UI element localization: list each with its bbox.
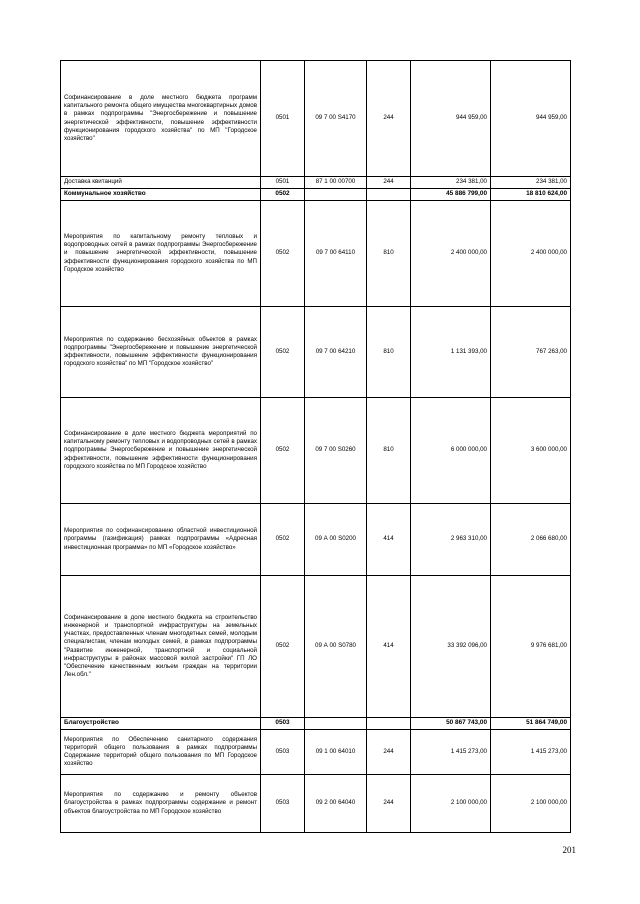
row-amount-1: 6 000 000,00 (411, 398, 491, 504)
row-name: Мероприятия по софинансированию областной инвестиционной программы (газификация) рамках подпрограммы «Адресная инвестиционная программа» по МП «Городское хозяйство» (61, 504, 261, 576)
row-amount-2: 767 263,00 (491, 307, 571, 398)
row-target-code: 09 А 00 S0780 (305, 576, 367, 718)
row-section-code: 0502 (261, 504, 305, 576)
row-amount-1: 33 392 096,00 (411, 576, 491, 718)
table-row (61, 576, 571, 718)
row-amount-1: 1 415 273,00 (411, 730, 491, 775)
row-expense-kind (367, 189, 411, 201)
row-target-code: 09 7 00 S4170 (305, 61, 367, 177)
row-amount-2: 18 810 624,00 (491, 189, 571, 201)
row-amount-1: 50 867 743,00 (411, 718, 491, 730)
row-section-code: 0502 (261, 307, 305, 398)
table-row (61, 177, 571, 189)
row-expense-kind: 810 (367, 307, 411, 398)
table-row (61, 307, 571, 398)
row-expense-kind: 810 (367, 201, 411, 307)
row-name: Мероприятия по содержанию и ремонту объектов благоустройства в рамках подпрограммы содержание и ремонт объектов благоустройства по МП Городское хозяйство (61, 775, 261, 833)
row-name: Софинансирование в доле местного бюджета мероприятий по капитальному ремонту тепловых и водопроводных сетей в рамках подпрограммы Энергосбережение и повышение энергетической эффективности, повышение эффективности функционирования городского хозяйства по МП Городское хозяйство (61, 398, 261, 504)
row-amount-2: 51 864 749,00 (491, 718, 571, 730)
row-amount-1: 45 886 799,00 (411, 189, 491, 201)
row-name: Доставка квитанций (61, 177, 261, 189)
row-target-code: 09 7 00 64110 (305, 201, 367, 307)
row-amount-2: 3 600 000,00 (491, 398, 571, 504)
row-target-code: 87 1 00 00700 (305, 177, 367, 189)
row-expense-kind: 244 (367, 61, 411, 177)
row-section-code: 0503 (261, 775, 305, 833)
row-amount-1: 2 100 000,00 (411, 775, 491, 833)
row-amount-2: 944 959,00 (491, 61, 571, 177)
row-section-code: 0502 (261, 189, 305, 201)
row-section-code: 0502 (261, 576, 305, 718)
row-section-code: 0502 (261, 201, 305, 307)
row-expense-kind: 244 (367, 177, 411, 189)
row-name: Мероприятия по капитальному ремонту тепловых и водопроводных сетей в рамках подпрограммы Энергосбережение и повышение энергетической эффективности, повышение эффективности функционирования городского хозяйства по МП Городское хозяйство (61, 201, 261, 307)
table-row (61, 201, 571, 307)
row-expense-kind: 810 (367, 398, 411, 504)
row-target-code: 09 7 00 S0260 (305, 398, 367, 504)
table-section-row (61, 189, 571, 201)
row-name: Коммунальное хозяйство (61, 189, 261, 201)
row-target-code: 09 2 00 64040 (305, 775, 367, 833)
row-expense-kind: 244 (367, 775, 411, 833)
budget-table-body (61, 61, 571, 833)
row-amount-2: 2 066 680,00 (491, 504, 571, 576)
row-name: Мероприятия по Обеспечению санитарного содержания территорий общего пользования в рамках подпрограммы Содержание территорий общего пользования по МП Городское хозяйство (61, 730, 261, 775)
row-expense-kind: 414 (367, 504, 411, 576)
row-section-code: 0501 (261, 177, 305, 189)
row-amount-1: 2 963 310,00 (411, 504, 491, 576)
row-amount-2: 2 400 000,00 (491, 201, 571, 307)
row-section-code: 0503 (261, 730, 305, 775)
row-amount-2: 2 100 000,00 (491, 775, 571, 833)
row-amount-2: 234 381,00 (491, 177, 571, 189)
table-row (61, 398, 571, 504)
row-expense-kind: 414 (367, 576, 411, 718)
row-target-code: 09 1 00 64010 (305, 730, 367, 775)
row-amount-1: 234 381,00 (411, 177, 491, 189)
row-section-code: 0502 (261, 398, 305, 504)
row-target-code: 09 А 00 S0200 (305, 504, 367, 576)
row-name: Мероприятия по содержанию бесхозяйных объектов в рамках подпрограммы "Энергосбережение и повышение энергетической эффективности, повышение эффективности функционирования городского хозяйства" по МП "Городское хозяйство" (61, 307, 261, 398)
row-target-code (305, 189, 367, 201)
table-section-row (61, 718, 571, 730)
page-number: 201 (562, 845, 576, 855)
row-amount-2: 9 976 681,00 (491, 576, 571, 718)
table-row (61, 61, 571, 177)
row-amount-1: 944 959,00 (411, 61, 491, 177)
row-target-code: 09 7 00 64210 (305, 307, 367, 398)
row-section-code: 0503 (261, 718, 305, 730)
row-amount-1: 2 400 000,00 (411, 201, 491, 307)
row-name: Благоустройство (61, 718, 261, 730)
row-expense-kind (367, 718, 411, 730)
budget-table (60, 60, 571, 833)
row-amount-1: 1 131 393,00 (411, 307, 491, 398)
row-section-code: 0501 (261, 61, 305, 177)
row-name: Софинансирование в доле местного бюджета на строительство инженерной и транспортной инфраструктуры на земельных участках, предоставленных членам многодетных семей, молодым специалистам, членам молодых семей, в рамках подпрограммы "Развитие инженерной, транспортной и социальной инфраструктуры в районах массовой жилой застройки" ГП ЛО "Обеспечение качественным жильем граждан на территории Лен.обл." (61, 576, 261, 718)
row-name: Софинансирование в доле местного бюджета программ капитального ремонта общего имущества многоквартирных домов в рамках подпрограммы "Энергосбережение и повышение энергетической эффективности, повышение эффективности функционирования городского хозяйства" по МП "Городское хозяйство" (61, 61, 261, 177)
table-row (61, 504, 571, 576)
row-amount-2: 1 415 273,00 (491, 730, 571, 775)
table-row (61, 775, 571, 833)
row-target-code (305, 718, 367, 730)
table-row (61, 730, 571, 775)
row-expense-kind: 244 (367, 730, 411, 775)
